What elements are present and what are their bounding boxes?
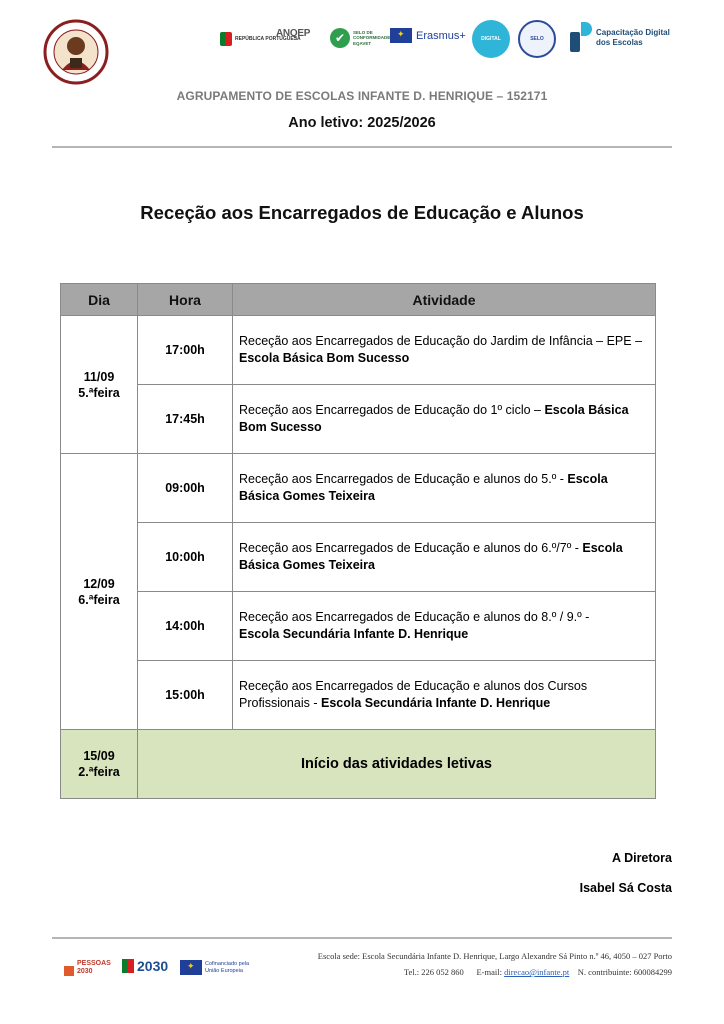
portugal-2030-text: 2030 bbox=[137, 958, 169, 974]
day-weekday: 6.ªfeira bbox=[78, 592, 120, 607]
table-row bbox=[61, 385, 656, 454]
activity-text: Receção aos Encarregados de Educação e alunos do 6.º/7º - bbox=[239, 541, 583, 555]
signature-role: A Diretora bbox=[612, 851, 672, 865]
capacitacao-icon bbox=[570, 22, 592, 54]
funding-logos bbox=[60, 958, 260, 988]
erasmus-logo-text: Erasmus+ bbox=[416, 29, 466, 42]
check-badge-icon: ✔ bbox=[330, 28, 350, 48]
pessoas-icon bbox=[64, 966, 74, 976]
activity-cell bbox=[233, 661, 656, 730]
header-activity: Atividade bbox=[233, 284, 656, 316]
pessoas-logo-text: PESSOAS 2030 bbox=[77, 960, 111, 975]
table-row bbox=[61, 592, 656, 661]
cofinanciado-ue-logo bbox=[180, 960, 255, 975]
footer-address: Escola sede: Escola Secundária Infante D. Henrique, Largo Alexandre Sá Pinto n.º 46, 4050 – 027 Porto bbox=[317, 951, 672, 961]
activity-place: Escola Básica Bom Sucesso bbox=[239, 403, 629, 434]
portugal-flag-icon bbox=[220, 32, 232, 46]
signature-name: Isabel Sá Costa bbox=[579, 881, 672, 895]
hour-cell: 14:00h bbox=[138, 592, 233, 661]
anqep-logo-text: ANQEP bbox=[276, 28, 311, 39]
footer-contacts bbox=[404, 967, 672, 977]
activity-cell bbox=[233, 316, 656, 385]
activity-text: Receção aos Encarregados de Educação do Jardim de Infância – EPE – bbox=[239, 334, 643, 348]
activity-place: Escola Básica Gomes Teixeira bbox=[239, 541, 623, 572]
school-start-row bbox=[61, 730, 656, 799]
activity-place: Escola Secundária Infante D. Henrique bbox=[239, 627, 469, 641]
day-date: 11/09 bbox=[83, 369, 115, 384]
header-hour: Hora bbox=[138, 284, 233, 316]
eu-flag-icon bbox=[180, 960, 202, 975]
anqep-logo bbox=[276, 28, 310, 39]
page-title: Receção aos Encarregados de Educação e Alunos bbox=[140, 202, 584, 223]
school-year: Ano letivo: 2025/2026 bbox=[288, 115, 436, 131]
selo-badge-logo bbox=[518, 20, 556, 58]
day-cell bbox=[61, 454, 138, 730]
organization-name: AGRUPAMENTO DE ESCOLAS INFANTE D. HENRIQUE – 152171 bbox=[176, 89, 548, 103]
table-row bbox=[61, 661, 656, 730]
hour-cell: 17:00h bbox=[138, 316, 233, 385]
table-row bbox=[61, 316, 656, 385]
header-divider bbox=[52, 146, 672, 148]
portugal-2030-logo bbox=[122, 958, 168, 974]
activity-text: Receção aos Encarregados de Educação do 1º ciclo – bbox=[239, 403, 545, 417]
schedule-table bbox=[60, 283, 656, 799]
table-row bbox=[61, 523, 656, 592]
day-weekday: 2.ªfeira bbox=[78, 765, 120, 779]
activity-text: Receção aos Encarregados de Educação e alunos dos Cursos Profissionais - bbox=[239, 679, 588, 710]
erasmus-logo bbox=[390, 28, 466, 43]
eqavet-logo-text: SELO DE CONFORMIDADE EQAVET bbox=[353, 29, 391, 46]
capacitacao-logo-text: Capacitação Digital dos Escolas bbox=[596, 28, 670, 47]
table-header-row bbox=[61, 284, 656, 316]
footer-nif: N. contribuinte: 600084299 bbox=[577, 967, 672, 977]
day-cell bbox=[61, 730, 138, 799]
activity-text: Receção aos Encarregados de Educação e alunos do 8.º / 9.º - bbox=[239, 610, 590, 624]
pessoas-2030-logo bbox=[64, 960, 117, 976]
activity-cell bbox=[233, 454, 656, 523]
hour-cell: 17:45h bbox=[138, 385, 233, 454]
activity-place: Escola Básica Bom Sucesso bbox=[239, 351, 410, 365]
partner-logos bbox=[0, 18, 724, 62]
day-weekday: 5.ªfeira bbox=[78, 385, 120, 400]
selo-badge-text: SELO bbox=[530, 36, 544, 42]
digital-badge-text: DIGITAL bbox=[481, 36, 501, 42]
activity-place: Escola Secundária Infante D. Henrique bbox=[320, 696, 551, 710]
footer-phone: Tel.: 226 052 860 bbox=[403, 967, 464, 977]
digital-badge-logo bbox=[472, 20, 510, 58]
cofinanciado-text: Cofinanciado pela União Europeia bbox=[205, 961, 250, 974]
activity-place: Escola Básica Gomes Teixeira bbox=[239, 472, 608, 503]
activity-cell bbox=[233, 385, 656, 454]
day-date: 12/09 bbox=[83, 576, 115, 591]
activity-text: Receção aos Encarregados de Educação e alunos do 5.º - bbox=[239, 472, 568, 486]
republica-logo-text: REPÚBLICA PORTUGUESA bbox=[235, 36, 301, 42]
eqavet-logo bbox=[330, 28, 397, 48]
footer-email-link[interactable]: direcao@infante.pt bbox=[504, 967, 570, 977]
day-cell bbox=[61, 316, 138, 454]
eu-flag-icon bbox=[390, 28, 412, 43]
activity-cell bbox=[233, 523, 656, 592]
hour-cell: 10:00h bbox=[138, 523, 233, 592]
activity-cell bbox=[233, 592, 656, 661]
day-date: 15/09 bbox=[83, 749, 115, 763]
hour-cell: 09:00h bbox=[138, 454, 233, 523]
capacitacao-digital-logo bbox=[570, 22, 674, 54]
header-day: Dia bbox=[61, 284, 138, 316]
hour-cell: 15:00h bbox=[138, 661, 233, 730]
footer-divider bbox=[52, 937, 672, 939]
footer-email-label: E-mail: bbox=[476, 967, 505, 977]
table-row bbox=[61, 454, 656, 523]
portugal-flag-icon bbox=[122, 959, 134, 973]
school-start-cell: Início das atividades letivas bbox=[138, 730, 656, 799]
